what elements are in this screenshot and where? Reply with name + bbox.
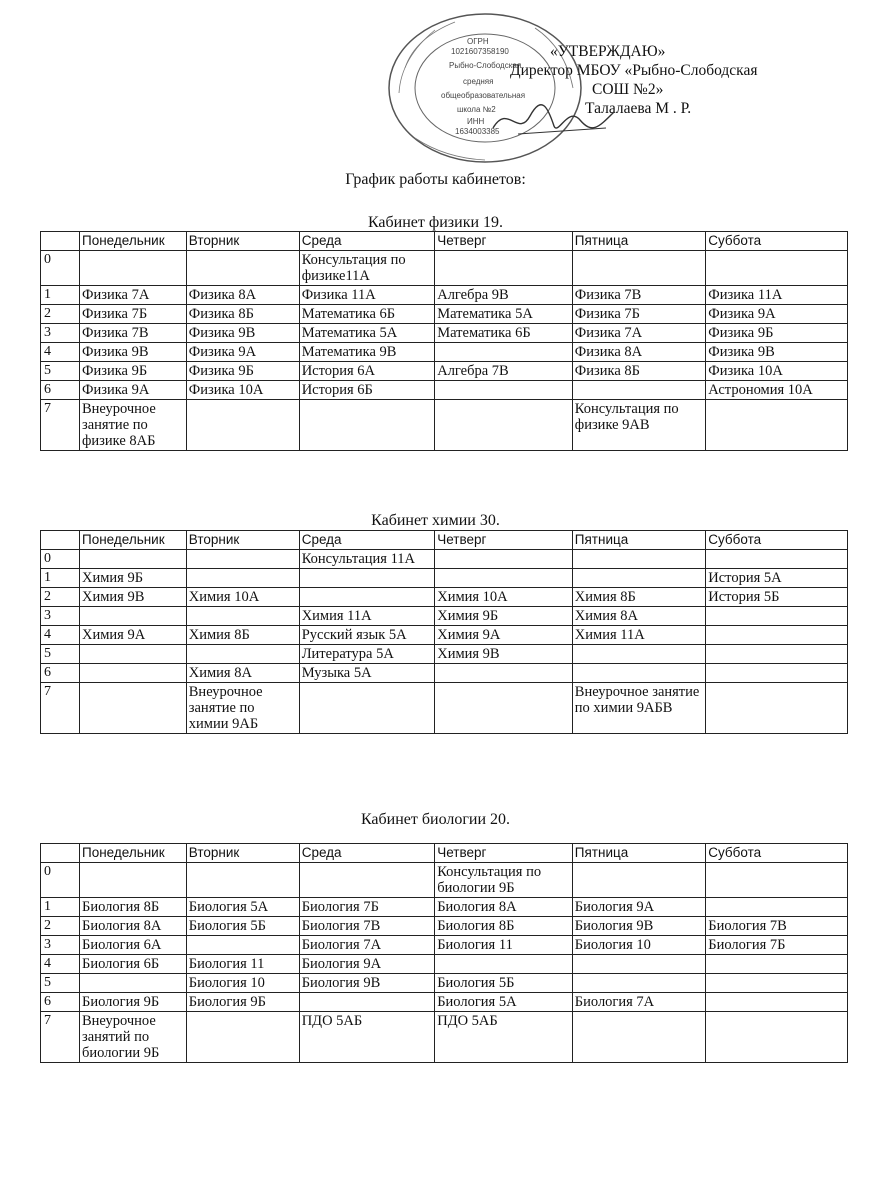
lesson-cell (186, 645, 299, 664)
lesson-cell: Музыка 5А (299, 664, 435, 683)
stamp-ogrn: 1021607358190 (451, 47, 509, 56)
lesson-cell: Биология 9А (572, 898, 705, 917)
lesson-cell: Физика 7Б (80, 305, 187, 324)
lesson-cell (706, 607, 848, 626)
table-row (41, 251, 848, 286)
lesson-cell: Биология 10 (186, 974, 299, 993)
table-row (41, 400, 848, 451)
day-header: Среда (299, 232, 435, 251)
table-row (41, 974, 848, 993)
cabinet-title-biology: Кабинет биологии 20. (360, 811, 511, 828)
lesson-cell (299, 569, 435, 588)
lesson-cell: Физика 10А (186, 381, 299, 400)
lesson-cell: История 6Б (299, 381, 435, 400)
lesson-cell: Химия 8А (572, 607, 705, 626)
lesson-cell (706, 683, 848, 734)
day-header: Суббота (706, 531, 848, 550)
header-corner-cell (41, 844, 80, 863)
day-header: Понедельник (80, 531, 187, 550)
lesson-cell: Химия 9Б (435, 607, 573, 626)
lesson-cell: Биология 7А (299, 936, 435, 955)
lesson-number-cell: 0 (41, 251, 80, 286)
lesson-cell: Консультация 11А (299, 550, 435, 569)
lesson-cell (435, 955, 573, 974)
lesson-cell (706, 974, 848, 993)
lesson-cell: Физика 8А (572, 343, 705, 362)
lesson-cell: История 6А (299, 362, 435, 381)
lesson-cell (186, 863, 299, 898)
stamp-line1: Рыбно-Слободская (449, 61, 522, 70)
lesson-cell: Физика 7А (80, 286, 187, 305)
day-header: Понедельник (80, 232, 187, 251)
lesson-cell (186, 569, 299, 588)
schedule-table-physics (40, 231, 848, 451)
stamp-inn: 1634003385 (455, 127, 500, 136)
lesson-cell (80, 645, 187, 664)
lesson-cell (706, 626, 848, 645)
lesson-cell: Внеурочное занятие по химии 9АБ (186, 683, 299, 734)
lesson-cell: Биология 9В (299, 974, 435, 993)
lesson-cell: Биология 6А (80, 936, 187, 955)
lesson-cell: Биология 8Б (435, 917, 573, 936)
lesson-cell: Физика 9А (186, 343, 299, 362)
lesson-cell (572, 550, 705, 569)
table-row (41, 607, 848, 626)
lesson-cell: Физика 7Б (572, 305, 705, 324)
lesson-number-cell: 2 (41, 588, 80, 607)
header-corner-cell (41, 232, 80, 251)
stamp-line3: общеобразовательная (441, 91, 526, 100)
day-header: Четверг (435, 531, 573, 550)
lesson-cell: Химия 9Б (80, 569, 187, 588)
lesson-cell: Физика 9В (706, 343, 848, 362)
lesson-cell: Химия 8Б (572, 588, 705, 607)
lesson-number-cell: 1 (41, 898, 80, 917)
page-title: График работы кабинетов: (345, 171, 526, 188)
lesson-cell (572, 955, 705, 974)
lesson-cell: Биология 8А (80, 917, 187, 936)
lesson-cell: Консультация по физике 9АВ (572, 400, 705, 451)
lesson-cell (186, 400, 299, 451)
day-header: Суббота (706, 232, 848, 251)
lesson-cell: Биология 7Б (299, 898, 435, 917)
lesson-cell (706, 251, 848, 286)
table-row (41, 955, 848, 974)
lesson-cell: Биология 6Б (80, 955, 187, 974)
lesson-cell (435, 569, 573, 588)
lesson-cell: Алгебра 7В (435, 362, 573, 381)
lesson-cell: Химия 9В (80, 588, 187, 607)
table-row (41, 993, 848, 1012)
lesson-cell: Биология 7Б (706, 936, 848, 955)
lesson-cell (186, 936, 299, 955)
day-header: Пятница (572, 531, 705, 550)
lesson-cell: ПДО 5АБ (435, 1012, 573, 1063)
lesson-cell (572, 569, 705, 588)
lesson-cell: Химия 9А (80, 626, 187, 645)
lesson-cell: Физика 9Б (706, 324, 848, 343)
table-row (41, 286, 848, 305)
lesson-cell: История 5Б (706, 588, 848, 607)
lesson-cell (572, 381, 705, 400)
table-row (41, 1012, 848, 1063)
lesson-cell: Внеурочное занятие по физике 8АБ (80, 400, 187, 451)
lesson-cell: Биология 7В (706, 917, 848, 936)
lesson-cell: Физика 9А (706, 305, 848, 324)
lesson-cell: Математика 5А (435, 305, 573, 324)
lesson-cell: Математика 6Б (299, 305, 435, 324)
lesson-cell: Биология 11 (186, 955, 299, 974)
lesson-cell: Биология 9В (572, 917, 705, 936)
lesson-cell: Биология 5А (186, 898, 299, 917)
lesson-cell (572, 645, 705, 664)
lesson-cell: Биология 5Б (186, 917, 299, 936)
lesson-cell: Химия 11А (299, 607, 435, 626)
day-header: Вторник (186, 844, 299, 863)
lesson-cell (572, 1012, 705, 1063)
lesson-cell: Физика 8Б (186, 305, 299, 324)
day-header: Суббота (706, 844, 848, 863)
table-row (41, 936, 848, 955)
day-header: Среда (299, 531, 435, 550)
lesson-cell (706, 993, 848, 1012)
lesson-cell (706, 1012, 848, 1063)
lesson-cell: Физика 11А (706, 286, 848, 305)
lesson-cell: Биология 7В (299, 917, 435, 936)
lesson-cell (435, 400, 573, 451)
lesson-number-cell: 7 (41, 683, 80, 734)
lesson-number-cell: 3 (41, 936, 80, 955)
schedule-table-biology (40, 843, 848, 1063)
lesson-cell: Физика 7А (572, 324, 705, 343)
table-row (41, 362, 848, 381)
table-row (41, 683, 848, 734)
lesson-cell (80, 251, 187, 286)
table-row (41, 863, 848, 898)
table-row (41, 588, 848, 607)
table-row (41, 569, 848, 588)
lesson-number-cell: 0 (41, 863, 80, 898)
lesson-cell: Физика 9Б (80, 362, 187, 381)
lesson-number-cell: 1 (41, 569, 80, 588)
lesson-cell (186, 251, 299, 286)
lesson-number-cell: 3 (41, 607, 80, 626)
lesson-cell (435, 343, 573, 362)
lesson-cell: Внеурочное занятий по биологии 9Б (80, 1012, 187, 1063)
cabinet-title-physics: Кабинет физики 19. (367, 214, 504, 231)
lesson-number-cell: 7 (41, 1012, 80, 1063)
lesson-cell: Физика 9Б (186, 362, 299, 381)
lesson-cell: Физика 8А (186, 286, 299, 305)
lesson-cell: Внеурочное занятие по химии 9АБВ (572, 683, 705, 734)
lesson-cell (572, 974, 705, 993)
schedule-table-chemistry (40, 530, 848, 734)
lesson-cell: Физика 9В (186, 324, 299, 343)
lesson-cell (186, 550, 299, 569)
day-header: Понедельник (80, 844, 187, 863)
header-corner-cell (41, 531, 80, 550)
lesson-cell: Математика 6Б (435, 324, 573, 343)
table-row (41, 645, 848, 664)
lesson-cell: Физика 7В (572, 286, 705, 305)
approval-title: «УТВЕРЖДАЮ» (550, 43, 666, 60)
lesson-cell: Физика 9А (80, 381, 187, 400)
stamp-inn-label: ИНН (467, 117, 485, 126)
lesson-cell (435, 550, 573, 569)
lesson-cell (706, 645, 848, 664)
lesson-number-cell: 4 (41, 955, 80, 974)
day-header: Четверг (435, 844, 573, 863)
lesson-cell (80, 607, 187, 626)
lesson-cell (572, 251, 705, 286)
day-header: Пятница (572, 844, 705, 863)
stamp-line4: школа №2 (457, 105, 496, 114)
lesson-cell (572, 664, 705, 683)
lesson-cell (706, 955, 848, 974)
lesson-cell (706, 898, 848, 917)
lesson-cell: Физика 10А (706, 362, 848, 381)
table-row (41, 550, 848, 569)
lesson-number-cell: 6 (41, 993, 80, 1012)
table-row (41, 343, 848, 362)
lesson-cell (186, 607, 299, 626)
table-row (41, 626, 848, 645)
table-row (41, 305, 848, 324)
lesson-cell (435, 381, 573, 400)
lesson-cell: Русский язык 5А (299, 626, 435, 645)
lesson-number-cell: 6 (41, 381, 80, 400)
lesson-cell (435, 251, 573, 286)
table-row (41, 664, 848, 683)
approval-position: Директор МБОУ «Рыбно-Слободская (510, 62, 758, 79)
lesson-cell: Химия 11А (572, 626, 705, 645)
lesson-number-cell: 2 (41, 305, 80, 324)
lesson-cell: Химия 8Б (186, 626, 299, 645)
lesson-cell: История 5А (706, 569, 848, 588)
stamp-line2: средняя (463, 77, 494, 86)
table-row (41, 917, 848, 936)
lesson-cell: Биология 8А (435, 898, 573, 917)
lesson-cell (435, 683, 573, 734)
lesson-cell: Математика 9В (299, 343, 435, 362)
lesson-cell: ПДО 5АБ (299, 1012, 435, 1063)
lesson-cell (299, 400, 435, 451)
lesson-cell: Консультация по биологии 9Б (435, 863, 573, 898)
lesson-cell (706, 863, 848, 898)
lesson-cell (80, 664, 187, 683)
lesson-cell: Биология 9Б (186, 993, 299, 1012)
lesson-cell (706, 400, 848, 451)
lesson-cell: Биология 5Б (435, 974, 573, 993)
lesson-cell: Физика 8Б (572, 362, 705, 381)
lesson-cell: Математика 5А (299, 324, 435, 343)
lesson-cell: Биология 11 (435, 936, 573, 955)
lesson-cell: Химия 9А (435, 626, 573, 645)
table-row (41, 324, 848, 343)
lesson-cell (80, 863, 187, 898)
lesson-number-cell: 1 (41, 286, 80, 305)
day-header: Пятница (572, 232, 705, 251)
lesson-cell (299, 993, 435, 1012)
lesson-cell (80, 550, 187, 569)
day-header: Четверг (435, 232, 573, 251)
lesson-cell: Химия 10А (435, 588, 573, 607)
lesson-number-cell: 5 (41, 645, 80, 664)
cabinet-title-chemistry: Кабинет химии 30. (371, 512, 500, 529)
lesson-cell: Алгебра 9В (435, 286, 573, 305)
table-row (41, 381, 848, 400)
lesson-number-cell: 5 (41, 974, 80, 993)
lesson-cell (299, 588, 435, 607)
lesson-cell: Биология 9Б (80, 993, 187, 1012)
lesson-cell: Биология 5А (435, 993, 573, 1012)
lesson-number-cell: 3 (41, 324, 80, 343)
lesson-cell (186, 1012, 299, 1063)
lesson-cell (572, 863, 705, 898)
lesson-number-cell: 2 (41, 917, 80, 936)
lesson-cell (299, 683, 435, 734)
lesson-cell: Физика 7В (80, 324, 187, 343)
table-row (41, 898, 848, 917)
lesson-cell (706, 550, 848, 569)
approval-name: Талалаева М . Р. (585, 100, 692, 117)
lesson-cell: Биология 8Б (80, 898, 187, 917)
day-header: Среда (299, 844, 435, 863)
lesson-cell: Физика 11А (299, 286, 435, 305)
approval-school: СОШ №2» (592, 81, 664, 98)
lesson-number-cell: 7 (41, 400, 80, 451)
director-signature (488, 98, 618, 143)
lesson-cell: Химия 9В (435, 645, 573, 664)
lesson-cell (299, 863, 435, 898)
lesson-cell: Консультация по физике11А (299, 251, 435, 286)
lesson-cell: Химия 8А (186, 664, 299, 683)
lesson-cell: Физика 9В (80, 343, 187, 362)
day-header: Вторник (186, 232, 299, 251)
lesson-number-cell: 0 (41, 550, 80, 569)
lesson-cell: Биология 10 (572, 936, 705, 955)
lesson-cell (80, 974, 187, 993)
lesson-cell (435, 664, 573, 683)
day-header: Вторник (186, 531, 299, 550)
lesson-cell: Астрономия 10А (706, 381, 848, 400)
lesson-cell: Литература 5А (299, 645, 435, 664)
lesson-cell: Химия 10А (186, 588, 299, 607)
lesson-number-cell: 5 (41, 362, 80, 381)
lesson-number-cell: 6 (41, 664, 80, 683)
lesson-cell: Биология 9А (299, 955, 435, 974)
lesson-number-cell: 4 (41, 343, 80, 362)
lesson-cell (80, 683, 187, 734)
lesson-cell: Биология 7А (572, 993, 705, 1012)
stamp-ogrn-label: ОГРН (467, 37, 489, 46)
lesson-number-cell: 4 (41, 626, 80, 645)
lesson-cell (706, 664, 848, 683)
